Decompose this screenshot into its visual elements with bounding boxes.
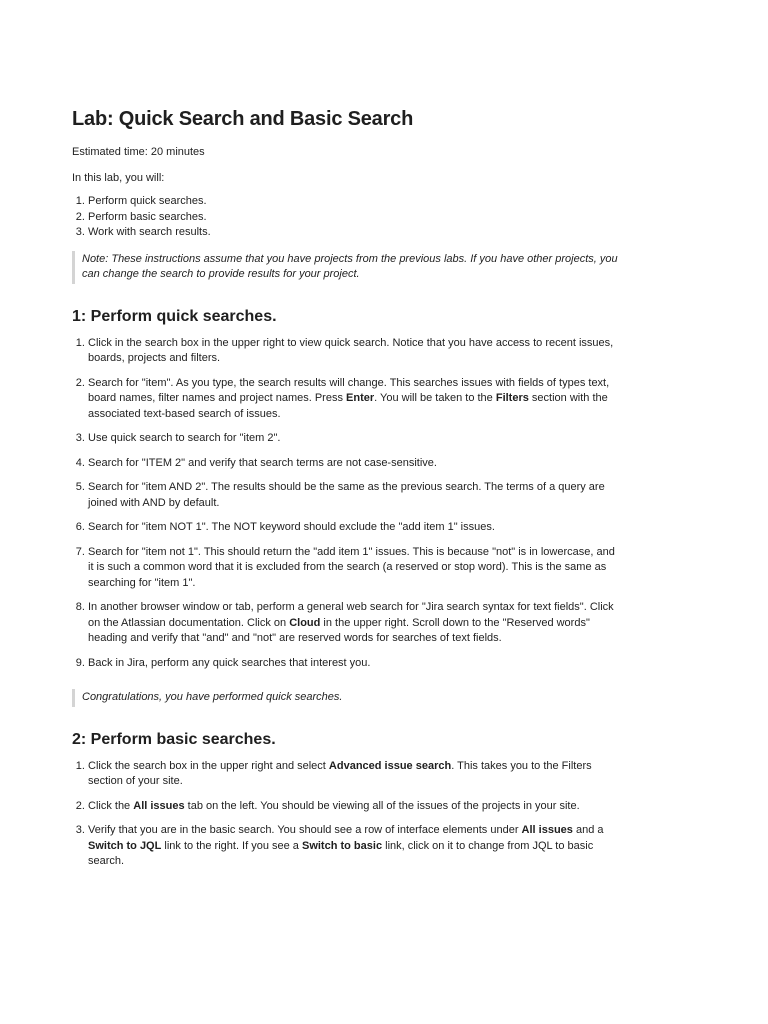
step-item: 9. Back in Jira, perform any quick searches that interest you.: [88, 656, 620, 672]
step-item: 4. Search for "ITEM 2" and verify that search terms are not case-sensitive.: [88, 456, 620, 472]
step-bold-text: All issues: [521, 824, 573, 836]
step-text: link to the right. If you see a: [161, 839, 302, 852]
step-item: [88, 600, 620, 647]
step-item: 3. Use quick search to search for "item 2".: [88, 431, 620, 447]
step-text: . This takes you to the Filters section of your site.: [88, 759, 592, 787]
page-title: Lab: Quick Search and Basic Search: [72, 108, 414, 130]
step-text: Click the search box in the upper right and select: [88, 759, 329, 772]
estimated-time: Estimated time: 20 minutes: [72, 146, 205, 158]
step-item: 7. Search for "item not 1". This should return the "add item 1" issues. This is because "not" is in lowercase, and it is such a common word that it is excluded from the search (a reserved or stop word). This is the same as searching for "item 1".: [88, 545, 620, 592]
step-item: 1. Click in the search box in the upper right to view quick search. Notice that you have access to recent issues, boards, projects and filters.: [88, 336, 620, 367]
step-item: [88, 799, 620, 815]
step-bold-text: All issues: [133, 799, 185, 812]
step-bold-text: Advanced issue search: [328, 759, 452, 772]
intro-list: [72, 194, 620, 241]
step-bold-text: Filters: [495, 392, 529, 404]
step-item: [88, 759, 620, 790]
section-2-heading: 2: Perform basic searches.: [72, 730, 276, 748]
section-2-steps: [72, 759, 620, 870]
section-1-heading: 1: Perform quick searches.: [72, 307, 277, 325]
step-item: 6. Search for "item NOT 1". The NOT keyword should exclude the "add item 1" issues.: [88, 520, 620, 536]
list-item: 3. Work with search results.: [88, 225, 620, 241]
step-text: tab on the left. You should be viewing all of the issues of the projects in your site.: [184, 799, 580, 812]
document-content: [72, 104, 620, 870]
step-text: Search for "item". As you type, the search results will change. This searches issues with fields of types text, board names, filter names and project names. Press: [88, 376, 610, 404]
list-item: 1. Perform quick searches.: [88, 194, 620, 210]
intro-text: In this lab, you will:: [72, 172, 165, 184]
step-bold-text: Enter: [346, 392, 375, 404]
section-1-steps: [72, 336, 620, 672]
step-bold-text: Cloud: [289, 616, 321, 629]
step-text: . You will be taken to the: [374, 392, 496, 404]
congrats-callout: Congratulations, you have performed quick searches.: [72, 689, 620, 707]
step-text: in the upper right. Scroll down to the "Reserved words" heading and verify that "and" and "not" are reserved words for searches of text fields.: [88, 616, 590, 644]
note-callout: Note: These instructions assume that you have projects from the previous labs. If you have other projects, you can change the search to provide results for your project.: [72, 251, 620, 284]
step-text: Click the: [88, 799, 134, 812]
list-item: 2. Perform basic searches.: [88, 210, 620, 226]
step-item: [88, 823, 620, 870]
step-item: [88, 376, 620, 423]
step-text: link, click on it to change from JQL to basic search.: [88, 839, 594, 867]
step-bold-text: Switch to basic: [301, 839, 383, 852]
step-bold-text: Switch to JQL: [88, 839, 162, 852]
step-item: 5. Search for "item AND 2". The results should be the same as the previous search. The terms of a query are joined with AND by default.: [88, 480, 620, 511]
step-text: In another browser window or tab, perform a general web search for "Jira search syntax for text fields". Click on the Atlassian documentation. Click on: [88, 601, 614, 629]
step-text: section with the associated text-based search of issues.: [88, 392, 608, 420]
step-text: Verify that you are in the basic search. You should see a row of interface elements under: [88, 824, 522, 836]
step-text: and a: [572, 824, 604, 836]
